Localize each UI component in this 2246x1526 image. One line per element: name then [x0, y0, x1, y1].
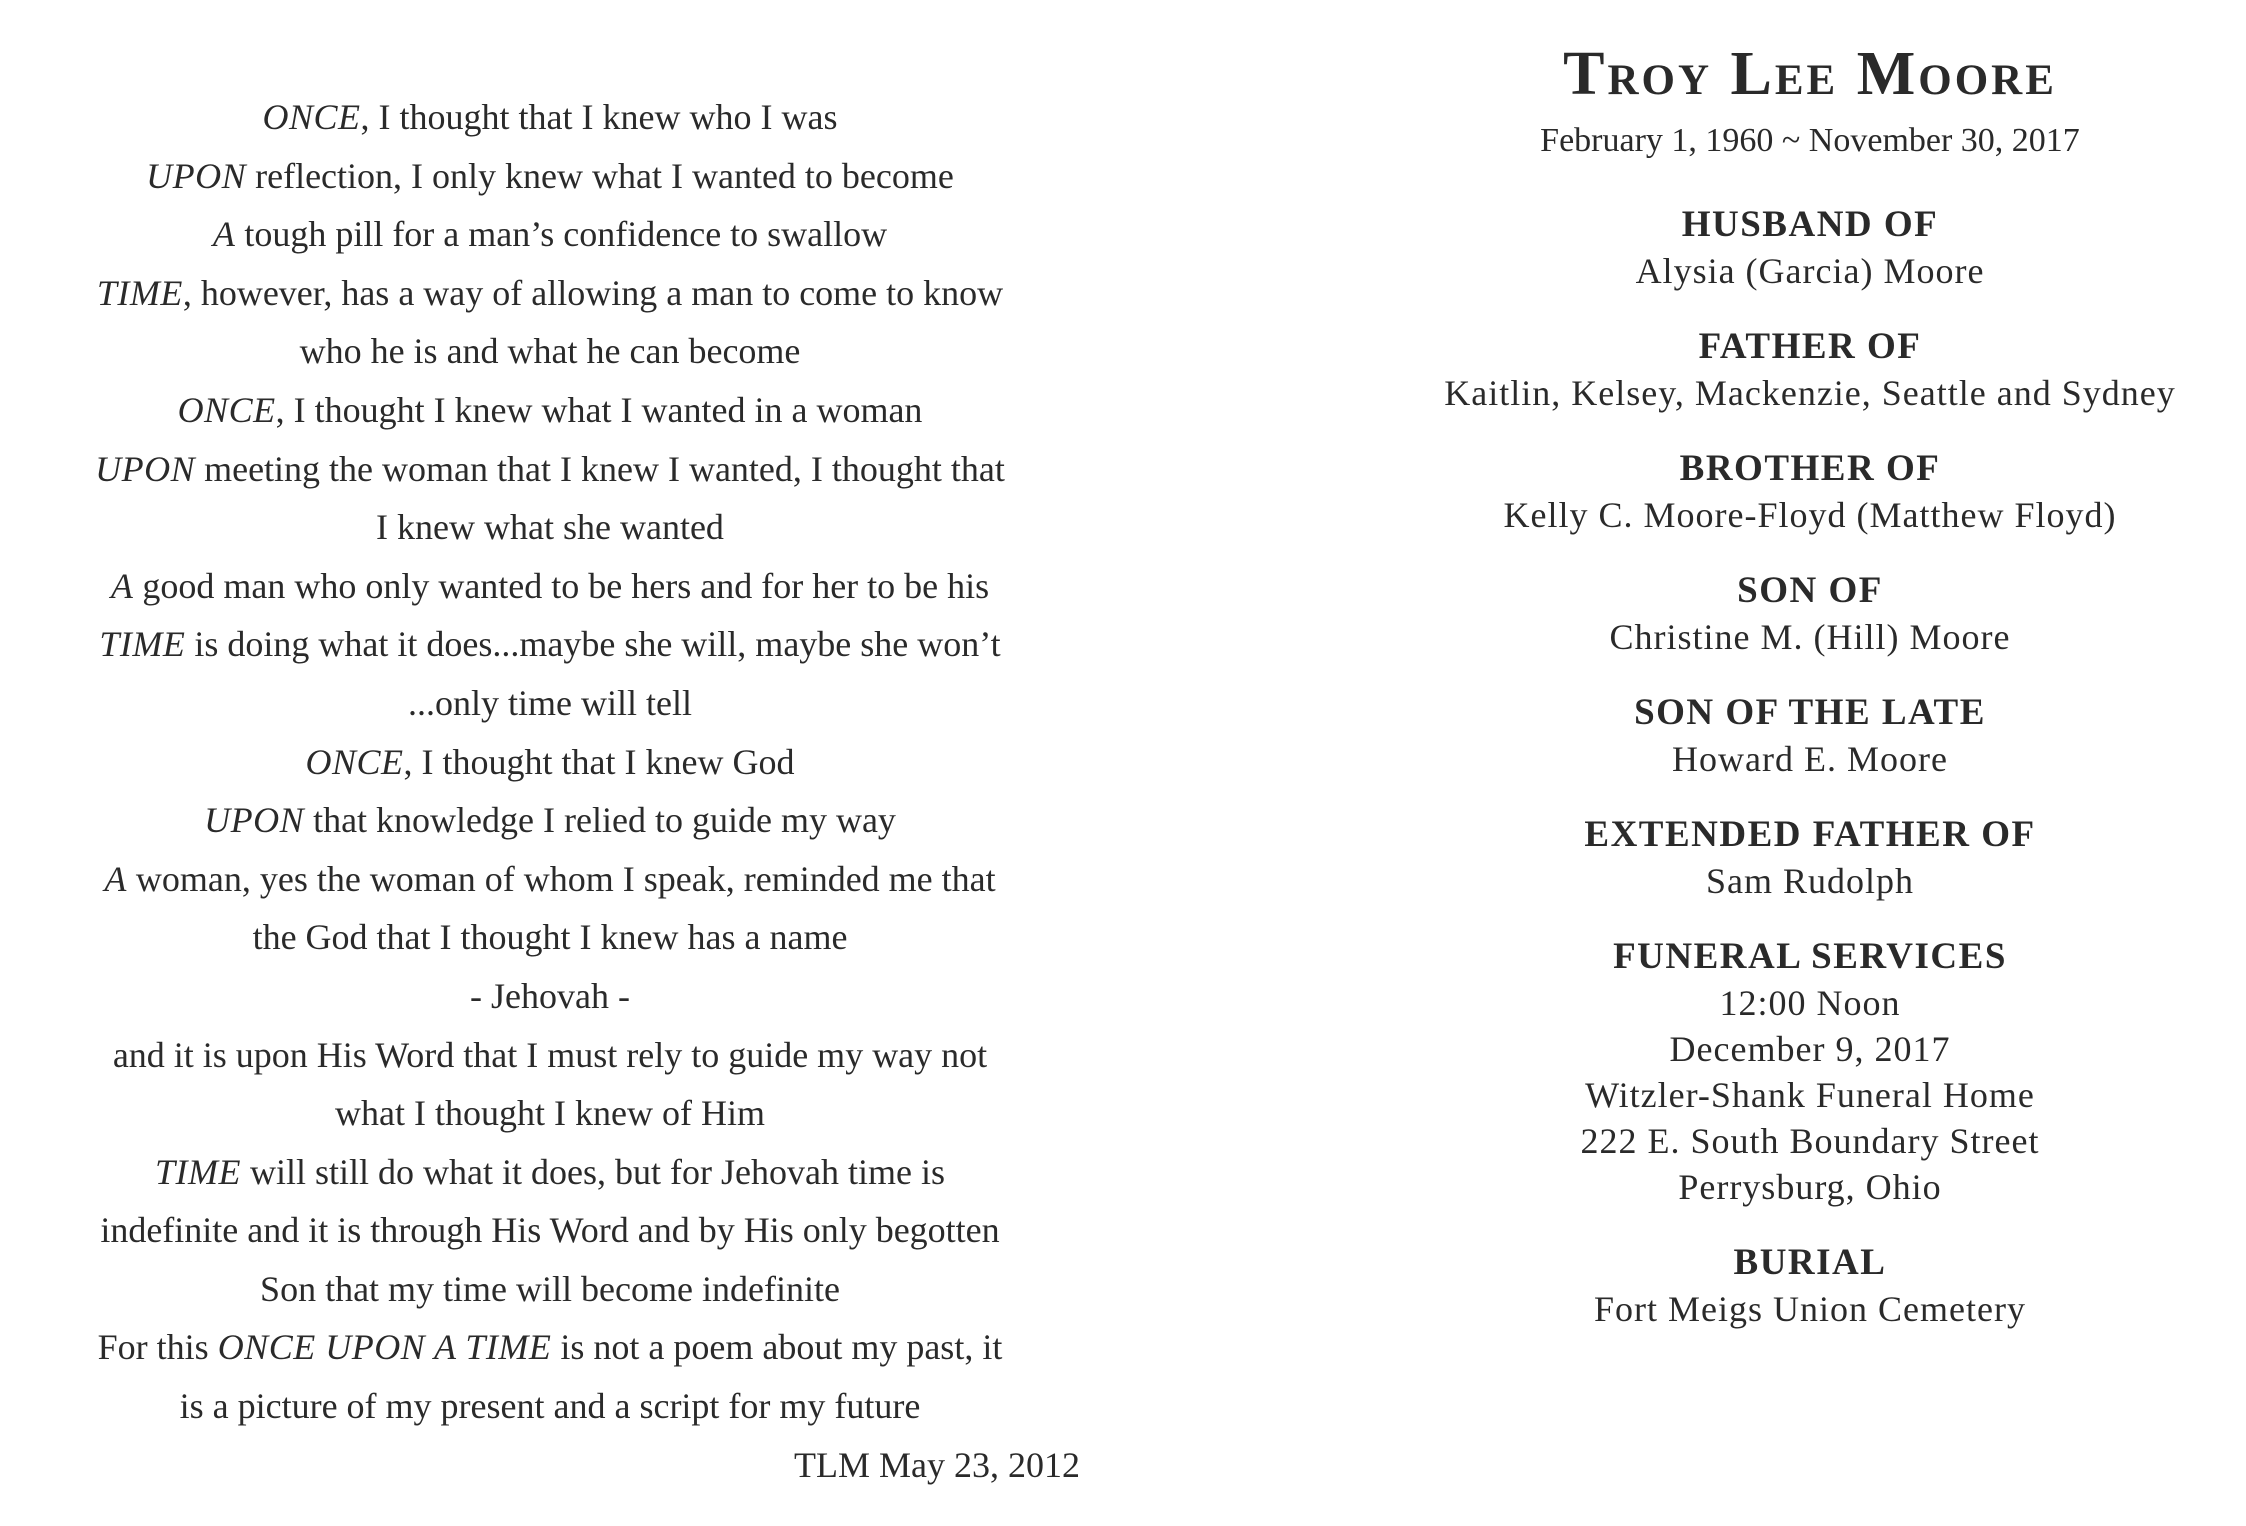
- section-line: 12:00 Noon: [1719, 983, 1901, 1023]
- life-dates: February 1, 1960 ~ November 30, 2017: [1540, 122, 2080, 159]
- obituary-section: [1380, 1240, 2240, 1332]
- section-line: December 9, 2017: [1669, 1029, 1951, 1069]
- poem-line-text: reflection, I only knew what I wanted to become: [246, 155, 954, 196]
- poem-lines: [20, 88, 1080, 1318]
- poem-line-text: good man who only wanted to be hers and for her to be his: [133, 565, 990, 606]
- poem-line-caps: UPON: [95, 448, 196, 489]
- section-line: Howard E. Moore: [1672, 739, 1948, 779]
- obituary-section: [1380, 324, 2240, 416]
- poem-line: [20, 1026, 1080, 1085]
- poem-line: [20, 381, 1080, 440]
- deceased-name: Troy Lee Moore: [1563, 40, 2057, 108]
- section-heading: BROTHER OF: [1679, 448, 1941, 489]
- obituary-section: [1380, 812, 2240, 904]
- poem-closing-line-2: is a picture of my present and a script for my future: [179, 1386, 921, 1427]
- poem-line: [20, 322, 1080, 381]
- poem-signature: TLM May 23, 2012: [794, 1444, 1080, 1485]
- poem-line-caps: A: [212, 214, 236, 255]
- poem-line-caps: ONCE: [305, 741, 404, 782]
- section-line: Kelly C. Moore-Floyd (Matthew Floyd): [1503, 495, 2117, 535]
- poem-line: [20, 908, 1080, 967]
- section-heading: BURIAL: [1733, 1242, 1887, 1283]
- poem-line-text: that knowledge I relied to guide my way: [304, 800, 896, 841]
- poem-line: [20, 557, 1080, 616]
- section-heading: HUSBAND OF: [1681, 204, 1939, 245]
- poem-line-text: , I thought that I knew God: [403, 741, 795, 782]
- poem-line-text: will still do what it does, but for Jehovah time is: [241, 1151, 945, 1192]
- poem-line: [20, 1084, 1080, 1143]
- section-heading: EXTENDED FATHER OF: [1584, 814, 2036, 855]
- obituary-section: [1380, 568, 2240, 660]
- poem-line: [20, 440, 1080, 499]
- poem-line-text: is doing what it does...maybe she will, maybe she won’t: [185, 624, 1001, 665]
- section-line: 222 E. South Boundary Street: [1580, 1121, 2040, 1161]
- poem-line: [20, 498, 1080, 557]
- poem-line-text: I knew what she wanted: [376, 507, 724, 548]
- poem-line: [20, 1201, 1080, 1260]
- poem-line-text: Son that my time will become indefinite: [260, 1268, 840, 1309]
- poem-line-text: , I thought I knew what I wanted in a woman: [275, 389, 923, 430]
- poem-line-text: who he is and what he can become: [299, 331, 801, 372]
- poem-closing-suffix: is not a poem about my past, it: [551, 1327, 1003, 1368]
- poem-line-text: meeting the woman that I knew I wanted, I thought that: [195, 448, 1005, 489]
- section-line: Kaitlin, Kelsey, Mackenzie, Seattle and Sydney: [1444, 373, 2176, 413]
- poem-line-caps: ONCE: [262, 97, 361, 137]
- section-line: Fort Meigs Union Cemetery: [1594, 1289, 2026, 1329]
- poem-line: [20, 674, 1080, 733]
- poem-line: [20, 88, 1080, 147]
- poem-line-text: what I thought I knew of Him: [335, 1093, 765, 1134]
- obituary-section: [1380, 934, 2240, 1210]
- poem-line-text: , however, has a way of allowing a man to come to know: [182, 272, 1004, 313]
- poem-line-caps: A: [110, 565, 134, 606]
- section-heading: FATHER OF: [1698, 326, 1922, 367]
- poem-line: [20, 733, 1080, 792]
- poem-line-caps: ONCE: [177, 389, 276, 430]
- obituary-section: [1380, 446, 2240, 538]
- section-line: Perrysburg, Ohio: [1678, 1167, 1942, 1207]
- poem-line-text: - Jehovah -: [470, 975, 630, 1016]
- poem-line-caps: UPON: [146, 155, 247, 196]
- poem-line-caps: A: [104, 858, 127, 899]
- poem-line-text: tough pill for a man’s confidence to swallow: [235, 214, 888, 255]
- poem-line: [20, 147, 1080, 206]
- poem-line: [20, 205, 1080, 264]
- section-line: Witzler-Shank Funeral Home: [1585, 1075, 2035, 1115]
- poem-line-caps: TIME: [96, 272, 183, 313]
- poem-line: [20, 1143, 1080, 1202]
- poem-line: [20, 850, 1080, 909]
- obituary-section: [1380, 202, 2240, 294]
- poem-closing-prefix: For this: [97, 1327, 218, 1368]
- poem-line: [20, 967, 1080, 1026]
- poem-line-text: woman, yes the woman of whom I speak, reminded me that: [126, 858, 996, 899]
- poem-closing-line: [20, 1318, 1080, 1377]
- poem-line: [20, 1260, 1080, 1319]
- poem-line-text: , I thought that I knew who I was: [360, 97, 838, 137]
- poem-line-text: ...only time will tell: [408, 682, 692, 723]
- poem-line-caps: UPON: [204, 800, 305, 841]
- poem-closing-caps: ONCE UPON A TIME: [217, 1327, 552, 1368]
- poem-line-text: and it is upon His Word that I must rely to guide my way not: [112, 1034, 988, 1075]
- poem-line-caps: TIME: [155, 1151, 242, 1192]
- poem-line: [20, 615, 1080, 674]
- poem-line-text: indefinite and it is through His Word and by His only begotten: [100, 1210, 1000, 1251]
- section-heading: SON OF THE LATE: [1634, 692, 1986, 733]
- poem-line: [20, 264, 1080, 323]
- section-heading: FUNERAL SERVICES: [1613, 936, 2007, 977]
- section-line: Sam Rudolph: [1705, 861, 1914, 901]
- obituary-section: [1380, 690, 2240, 782]
- poem-line-text: the God that I thought I knew has a name: [252, 917, 848, 958]
- section-line: Alysia (Garcia) Moore: [1635, 251, 1985, 291]
- poem-line-caps: TIME: [99, 624, 186, 665]
- section-heading: SON OF: [1737, 570, 1883, 611]
- obituary: [1380, 30, 2240, 1332]
- poem: [20, 88, 1080, 1494]
- poem-line: [20, 791, 1080, 850]
- section-line: Christine M. (Hill) Moore: [1609, 617, 2011, 657]
- obituary-sections: [1380, 202, 2240, 1332]
